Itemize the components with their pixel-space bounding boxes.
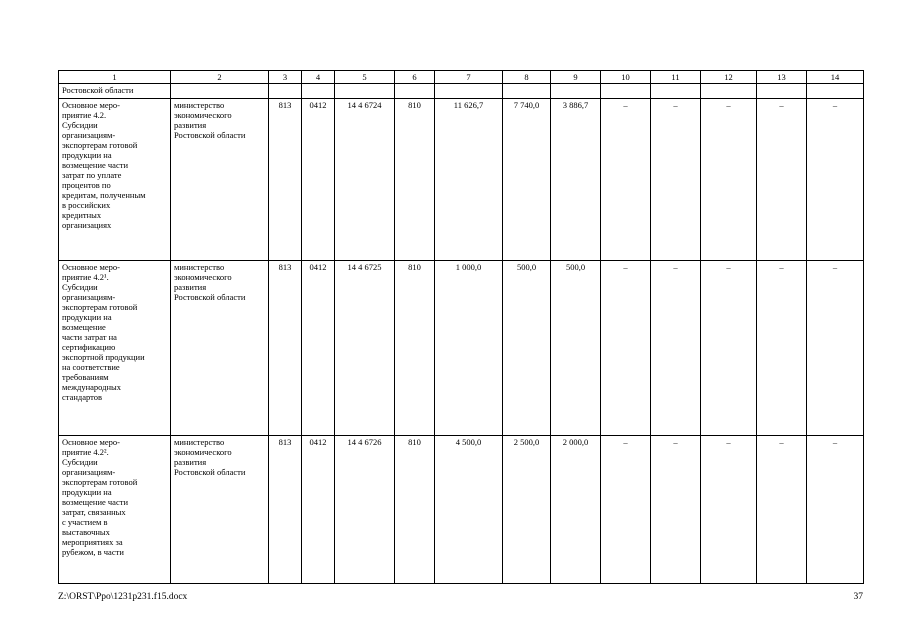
title-line: организациям- xyxy=(62,292,116,302)
header-cell: 6 xyxy=(395,71,435,84)
total-cell: 11 626,7 xyxy=(435,99,503,261)
year-value-cell: 2 500,0 xyxy=(503,436,551,584)
title-line: мероприятиях за xyxy=(62,537,123,547)
header-cell: 2 xyxy=(171,71,269,84)
title-line: сертификацию xyxy=(62,342,116,352)
title-line: приятие 4.2². xyxy=(62,447,109,457)
title-line: международных xyxy=(62,382,122,392)
measure-title-cell xyxy=(59,261,171,436)
year-value-cell: – xyxy=(757,261,807,436)
title-line: Основное меро- xyxy=(62,100,121,110)
year-value-cell: – xyxy=(701,436,757,584)
header-cell: 7 xyxy=(435,71,503,84)
executor-line: экономического xyxy=(174,447,232,457)
title-line: затрат по уплате xyxy=(62,170,122,180)
title-line: кредитных xyxy=(62,210,102,220)
title-line: выставочных xyxy=(62,527,110,537)
column-number-row xyxy=(59,71,864,84)
executor-line: Ростовской области xyxy=(174,292,246,302)
title-line: экспортерам готовой xyxy=(62,140,138,150)
title-line: кредитам, полученным xyxy=(62,190,146,200)
table-row xyxy=(59,436,864,584)
year-value-cell: 7 740,0 xyxy=(503,99,551,261)
title-line: затрат, связанных xyxy=(62,507,126,517)
executor-line: развития xyxy=(174,120,207,130)
header-cell: 13 xyxy=(757,71,807,84)
ministry-code-cell: 813 xyxy=(269,99,302,261)
year-value-cell: – xyxy=(651,99,701,261)
executor-cell xyxy=(171,436,269,584)
year-value-cell: – xyxy=(651,436,701,584)
year-value-cell: 3 886,7 xyxy=(551,99,601,261)
expense-type-cell: 810 xyxy=(395,99,435,261)
header-cell: 10 xyxy=(601,71,651,84)
executor-cell xyxy=(171,99,269,261)
year-value-cell: – xyxy=(807,99,864,261)
title-line: экспортной продукции xyxy=(62,352,145,362)
executor-line: развития xyxy=(174,457,207,467)
header-cell: 1 xyxy=(59,71,171,84)
year-value-cell: – xyxy=(601,261,651,436)
title-line: продукции на xyxy=(62,312,112,322)
title-line: организациям- xyxy=(62,130,116,140)
ministry-code-cell: 813 xyxy=(269,261,302,436)
section-code-cell: 0412 xyxy=(302,261,335,436)
header-cell: 8 xyxy=(503,71,551,84)
target-code-cell: 14 4 6724 xyxy=(335,99,395,261)
title-line: приятие 4.2. xyxy=(62,110,107,120)
title-line: организациях xyxy=(62,220,112,230)
year-value-cell: 2 000,0 xyxy=(551,436,601,584)
title-line: приятие 4.2¹. xyxy=(62,272,109,282)
executor-line: министерство xyxy=(174,437,225,447)
title-line: экспортерам готовой xyxy=(62,302,138,312)
title-line: стандартов xyxy=(62,392,103,402)
title-line: возмещение xyxy=(62,322,106,332)
title-line: требованиям xyxy=(62,372,109,382)
executor-line: Ростовской области xyxy=(174,467,246,477)
header-cell: 4 xyxy=(302,71,335,84)
year-value-cell: – xyxy=(601,99,651,261)
header-cell: 5 xyxy=(335,71,395,84)
continuation-cell: Ростовской области xyxy=(59,84,171,99)
title-line: в российских xyxy=(62,200,111,210)
section-code-cell: 0412 xyxy=(302,436,335,584)
section-code-cell: 0412 xyxy=(302,99,335,261)
total-cell: 1 000,0 xyxy=(435,261,503,436)
header-cell: 3 xyxy=(269,71,302,84)
executor-cell xyxy=(171,261,269,436)
year-value-cell: – xyxy=(807,261,864,436)
year-value-cell: – xyxy=(651,261,701,436)
title-line: Субсидии xyxy=(62,457,98,467)
title-line: Субсидии xyxy=(62,120,98,130)
page-number: 37 xyxy=(853,592,863,602)
title-line: Основное меро- xyxy=(62,437,121,447)
year-value-cell: – xyxy=(701,261,757,436)
header-cell: 12 xyxy=(701,71,757,84)
title-line: рубежом, в части xyxy=(62,547,124,557)
year-value-cell: 500,0 xyxy=(551,261,601,436)
title-line: процентов по xyxy=(62,180,111,190)
year-value-cell: – xyxy=(807,436,864,584)
year-value-cell: – xyxy=(601,436,651,584)
expense-type-cell: 810 xyxy=(395,261,435,436)
target-code-cell: 14 4 6725 xyxy=(335,261,395,436)
title-line: продукции на xyxy=(62,150,112,160)
title-line: на соответствие xyxy=(62,362,120,372)
executor-line: министерство xyxy=(174,262,225,272)
executor-line: экономического xyxy=(174,110,232,120)
title-line: Основное меро- xyxy=(62,262,121,272)
table-row xyxy=(59,99,864,261)
executor-line: экономического xyxy=(174,272,232,282)
year-value-cell: – xyxy=(757,99,807,261)
title-line: возмещение части xyxy=(62,160,128,170)
title-line: экспортерам готовой xyxy=(62,477,138,487)
ministry-code-cell: 813 xyxy=(269,436,302,584)
year-value-cell: 500,0 xyxy=(503,261,551,436)
year-value-cell: – xyxy=(701,99,757,261)
header-cell: 14 xyxy=(807,71,864,84)
executor-line: развития xyxy=(174,282,207,292)
table-row xyxy=(59,261,864,436)
header-cell: 9 xyxy=(551,71,601,84)
measure-title-cell xyxy=(59,99,171,261)
budget-table xyxy=(58,70,864,584)
footer-file-path: Z:\ORST\Ppo\1231p231.f15.docx xyxy=(58,592,188,602)
expense-type-cell: 810 xyxy=(395,436,435,584)
continuation-row xyxy=(59,84,864,99)
title-line: возмещение части xyxy=(62,497,128,507)
title-line: части затрат на xyxy=(62,332,117,342)
title-line: Субсидии xyxy=(62,282,98,292)
measure-title-cell xyxy=(59,436,171,584)
year-value-cell: – xyxy=(757,436,807,584)
title-line: продукции на xyxy=(62,487,112,497)
total-cell: 4 500,0 xyxy=(435,436,503,584)
executor-line: Ростовской области xyxy=(174,130,246,140)
executor-line: министерство xyxy=(174,100,225,110)
header-cell: 11 xyxy=(651,71,701,84)
target-code-cell: 14 4 6726 xyxy=(335,436,395,584)
title-line: с участием в xyxy=(62,517,108,527)
title-line: организациям- xyxy=(62,467,116,477)
